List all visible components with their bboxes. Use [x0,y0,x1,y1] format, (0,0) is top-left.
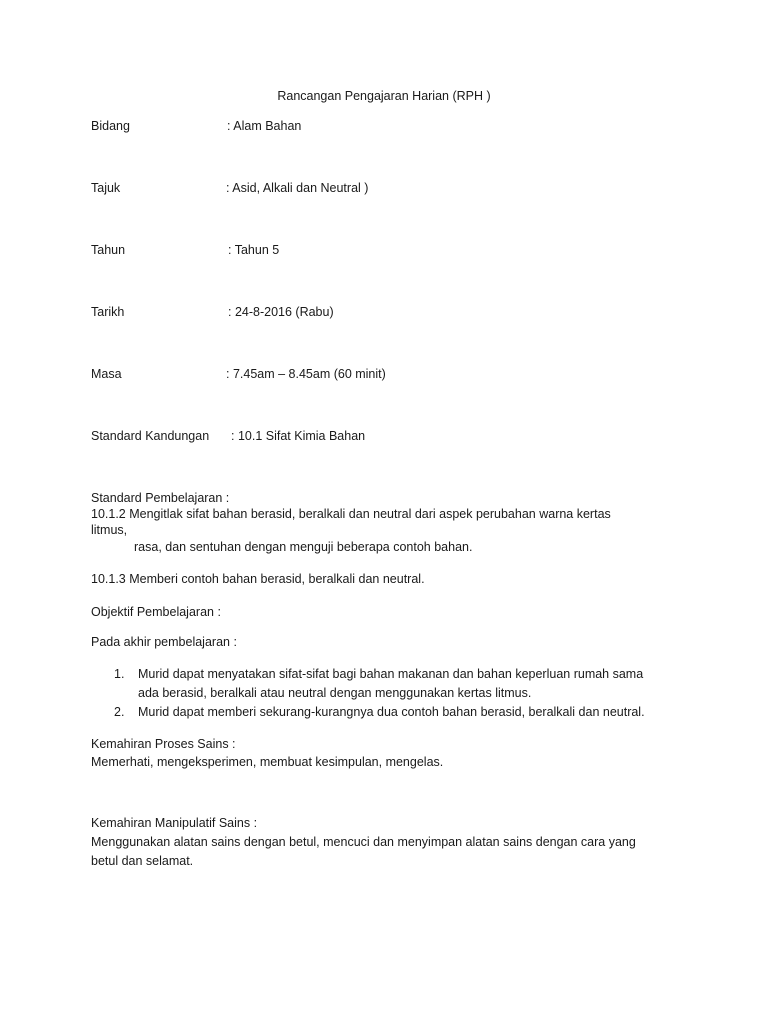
list-number: 2. [114,705,125,719]
standard-item: 10.1.3 Memberi contoh bahan berasid, beralkali dan neutral. [91,572,425,586]
field-label: Tajuk [91,181,121,195]
list-text: Murid dapat menyatakan sifat-sifat bagi bahan makanan dan bahan keperluan rumah sama [138,667,644,681]
field-label: Tarikh [91,305,125,319]
field-value: : Tahun 5 [228,243,280,257]
field-label: Bidang [91,119,130,133]
section-heading: Objektif Pembelajaran : [91,605,221,619]
standard-item-line: litmus, [91,523,128,537]
section-heading: Kemahiran Manipulatif Sains : [91,816,258,830]
field-value: : Alam Bahan [227,119,302,133]
field-label: Standard Kandungan [91,429,210,443]
standard-item-line: 10.1.2 Mengitlak sifat bahan berasid, beralkali dan neutral dari aspek perubahan warna kertas [91,507,611,521]
section-text: betul dan selamat. [91,854,194,868]
field-value: : 10.1 Sifat Kimia Bahan [231,429,366,443]
section-text: Menggunakan alatan sains dengan betul, mencuci dan menyimpan alatan sains dengan cara yang [91,835,636,849]
field-value: : 24-8-2016 (Rabu) [228,305,334,319]
section-text: Memerhati, mengeksperimen, membuat kesimpulan, mengelas. [91,755,444,769]
section-heading: Standard Pembelajaran : [91,491,230,505]
field-value: : 7.45am – 8.45am (60 minit) [226,367,386,381]
list-text: ada berasid, beralkali atau neutral dengan menggunakan kertas litmus. [138,686,532,700]
page-title: Rancangan Pengajaran Harian (RPH ) [277,89,491,103]
field-value: : Asid, Alkali dan Neutral ) [226,181,369,195]
section-heading: Kemahiran Proses Sains : [91,737,236,751]
list-text: Murid dapat memberi sekurang-kurangnya dua contoh bahan berasid, beralkali dan neutral. [138,705,645,719]
list-number: 1. [114,667,125,681]
field-label: Tahun [91,243,126,257]
objektif-intro: Pada akhir pembelajaran : [91,635,237,649]
field-label: Masa [91,367,122,381]
standard-item-line: rasa, dan sentuhan dengan menguji beberapa contoh bahan. [134,540,473,554]
